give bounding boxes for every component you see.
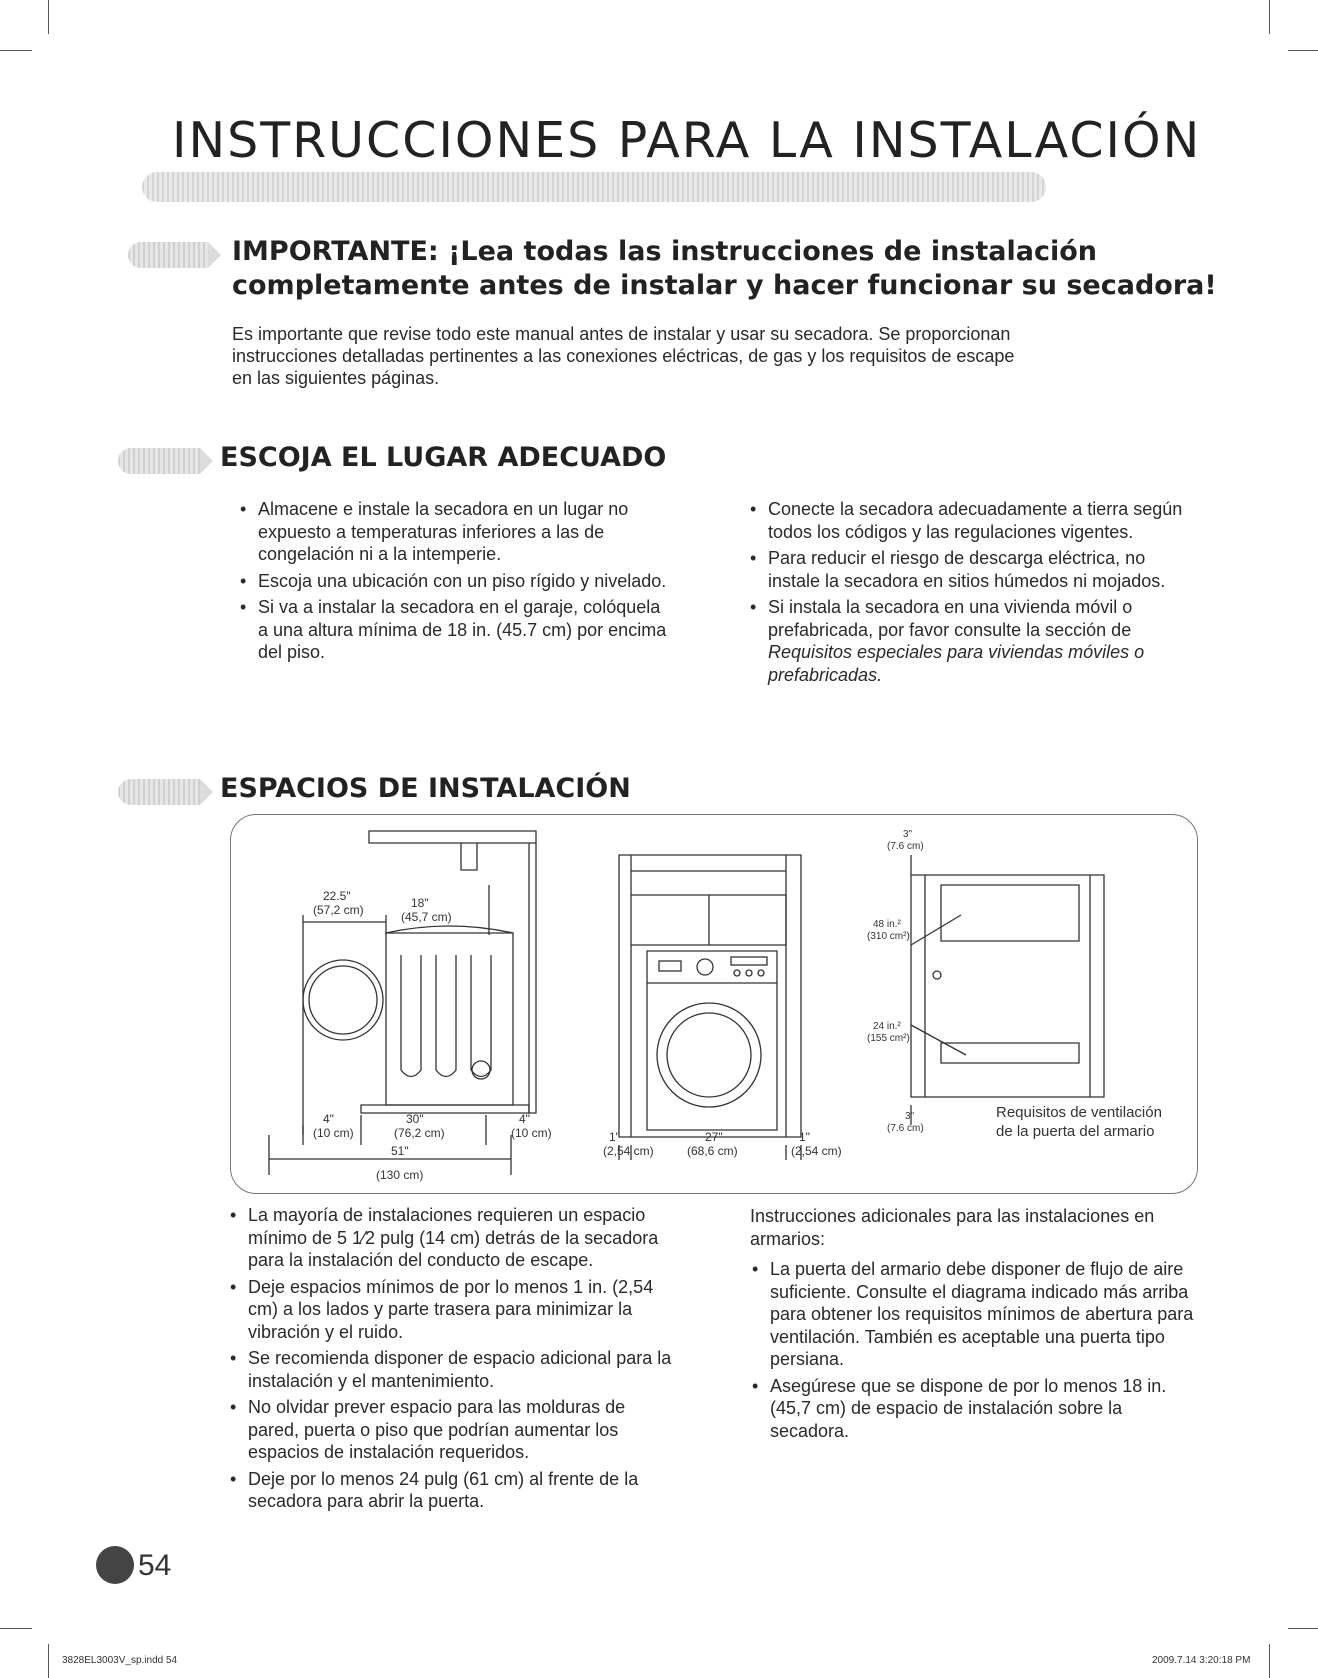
diagram-label: (7.6 cm) [887,1123,924,1134]
list-item: • La mayoría de instalaciones requieren un espacio mínimo de 5 1⁄2 pulg (14 cm) detrás de la secadora para la instalación del conducto de escape. [228,1204,678,1272]
dryer-front-view-drawing [619,855,801,1160]
list-item: • Conecte la secadora adecuadamente a tierra según todos los códigos y las regulaciones vigentes. [748,498,1188,543]
diagram-label: (76,2 cm) [394,1126,445,1140]
diagram-label: 27" [705,1130,723,1144]
list-item-italic-reference: Requisitos especiales para viviendas móviles o prefabricadas. [768,642,1145,685]
crop-mark [1288,1628,1318,1629]
diagram-label: (2,54 cm) [791,1144,842,1158]
diagram-label: (57,2 cm) [313,903,364,917]
list-item: • Deje por lo menos 24 pulg (61 cm) al frente de la secadora para abrir la puerta. [228,1468,678,1513]
dryer-side-view-drawing [269,831,536,1175]
page-title: INSTRUCCIONES PARA LA INSTALACIÓN [172,112,1202,169]
list-item-text: Si instala la secadora en una vivienda móvil o prefabricada, por favor consulte la sección de [768,597,1133,640]
crop-mark [48,0,49,34]
page-number: 54 [138,1549,172,1582]
list-item: • La puerta del armario debe disponer de flujo de aire suficiente. Consulte el diagrama indicado más arriba para obtener los requisitos mínimos de abertura para ventilación. También es aceptable una puerta tipo persiana. [750,1258,1200,1371]
diagram-label: 1" [609,1130,620,1144]
diagram-label: (310 cm²) [867,931,910,942]
diagram-label: (68,6 cm) [687,1144,738,1158]
diagram-label: 22.5" [323,889,351,903]
footer-file-name: 3828EL3003V_sp.indd 54 [62,1655,178,1666]
diagram-label: 30" [406,1112,424,1126]
list-item: • No olvidar prever espacio para las molduras de pared, puerta o piso que podrían aumentar los espacios de instalación requeridos. [228,1396,678,1464]
list-item [748,596,1188,686]
diagram-label: (10 cm) [511,1126,552,1140]
crop-mark [1269,1644,1270,1678]
cabinet-door-vent-drawing [911,855,1104,1125]
section-marker [118,448,200,474]
diagram-label: 48 in.² [873,919,901,930]
list-item: • Asegúrese que se dispone de por lo menos 18 in. (45,7 cm) de espacio de instalación sobre la secadora. [750,1375,1200,1443]
crop-mark [1288,50,1318,51]
spaces-heading: ESPACIOS DE INSTALACIÓN [220,773,631,804]
diagram-label: (45,7 cm) [401,910,452,924]
footer-timestamp: 2009.7.14 3:20:18 PM [1152,1655,1251,1666]
location-right-list [748,498,1188,690]
crop-mark [0,1628,32,1629]
lg-logo-icon [96,1546,134,1584]
diagram-label: 18" [411,896,429,910]
diagram-svg [231,815,1197,1193]
spaces-right-list [750,1258,1200,1446]
diagram-label: (2,54 cm) [603,1144,654,1158]
diagram-label: (7.6 cm) [887,841,924,852]
important-heading-line1: IMPORTANTE: ¡Lea todas las instrucciones de instalación [232,236,1098,267]
spaces-right-intro: Instrucciones adicionales para las instalaciones en armarios: [750,1206,1155,1249]
diagram-caption: de la puerta del armario [996,1123,1155,1140]
title-decorative-bar [142,172,1046,202]
diagram-label: 3" [903,829,913,840]
diagram-label: 1" [799,1130,810,1144]
list-item: • Para reducir el riesgo de descarga eléctrica, no instale la secadora en sitios húmedos ni mojados. [748,547,1188,592]
paragraph-line: instrucciones detalladas pertinentes a las conexiones eléctricas, de gas y los requisitos de escape [232,346,1015,366]
list-item: • Escoja una ubicación con un piso rígido y nivelado. [238,570,668,593]
crop-mark [0,50,32,51]
location-left-list [238,498,668,668]
diagram-label: (130 cm) [376,1168,424,1182]
diagram-label: 51" [391,1144,409,1158]
section-marker [128,242,208,268]
list-item: • Almacene e instale la secadora en un lugar no expuesto a temperaturas inferiores a las de congelación ni a la intemperie. [238,498,668,566]
diagram-label: 3" [905,1111,915,1122]
important-paragraph [232,323,1152,389]
spaces-left-list [228,1204,678,1517]
diagram-label: 24 in.² [873,1021,901,1032]
crop-mark [48,1644,49,1678]
diagram-caption: Requisitos de ventilación [996,1104,1162,1121]
location-heading: ESCOJA EL LUGAR ADECUADO [220,442,667,473]
list-item: • Se recomienda disponer de espacio adicional para la instalación y el mantenimiento. [228,1347,678,1392]
diagram-label: (155 cm²) [867,1033,910,1044]
paragraph-line: Es importante que revise todo este manual antes de instalar y usar su secadora. Se proporcionan [232,324,1011,344]
installation-clearance-diagram [230,814,1198,1194]
diagram-label: 4" [519,1112,530,1126]
section-marker [118,779,200,805]
list-item: • Deje espacios mínimos de por lo menos 1 in. (2,54 cm) a los lados y parte trasera para minimizar la vibración y el ruido. [228,1276,678,1344]
crop-mark [1269,0,1270,34]
important-heading-line2: completamente antes de instalar y hacer funcionar su secadora! [232,270,1217,301]
diagram-label: (10 cm) [313,1126,354,1140]
list-item: • Si va a instalar la secadora en el garaje, colóquela a una altura mínima de 18 in. (45.7 cm) por encima del piso. [238,596,668,664]
diagram-label: 4" [323,1112,334,1126]
paragraph-line: en las siguientes páginas. [232,368,440,388]
